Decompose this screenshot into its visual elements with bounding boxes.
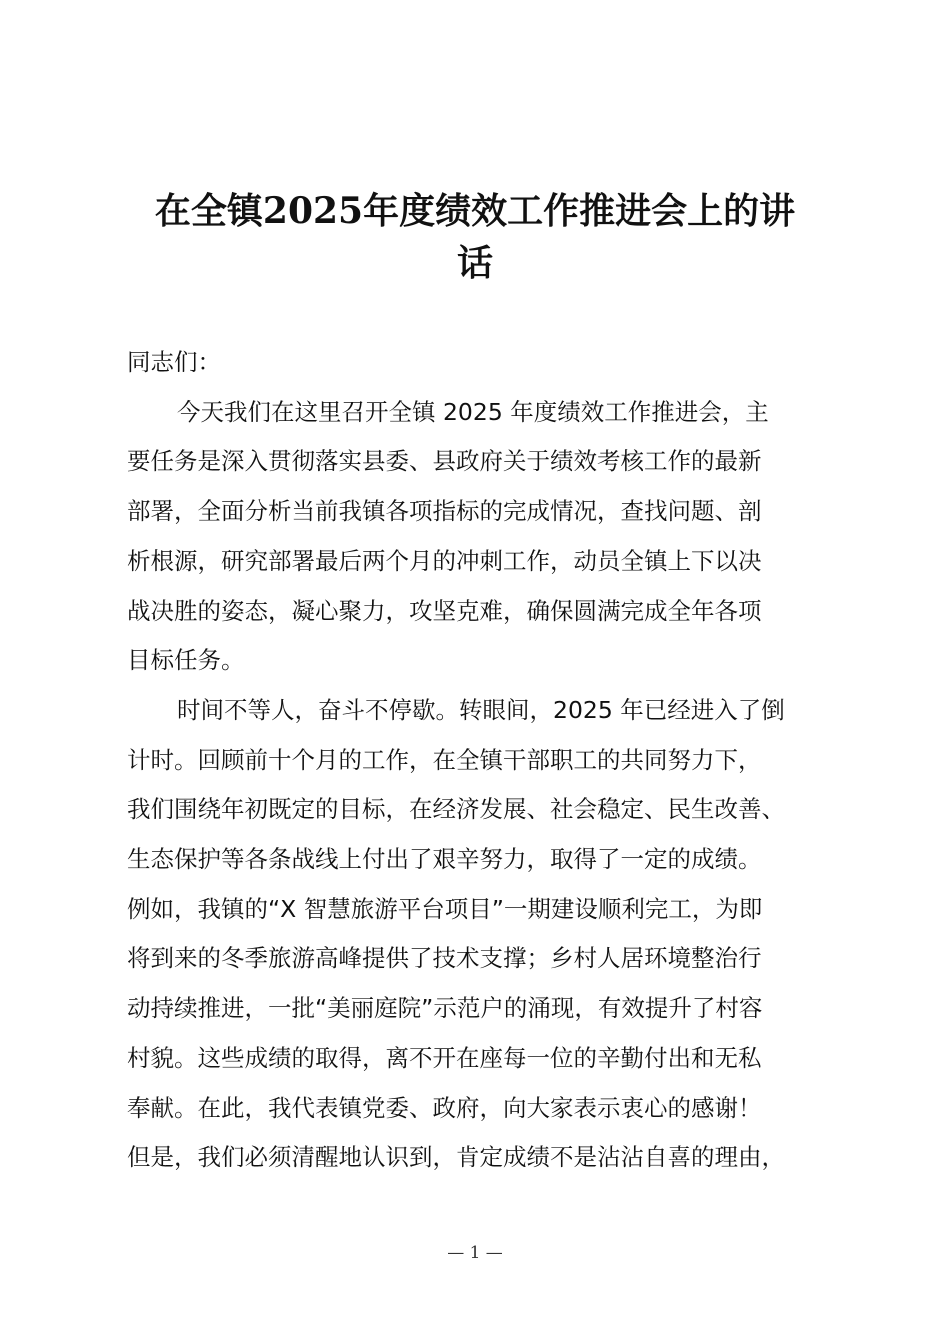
paragraph-2-line-1: 时间不等人，奋斗不停歇。转眼间，2025 年已经进入了倒 [177,695,785,724]
document-title [120,185,830,289]
paragraph-2-line-3: 我们围绕年初既定的目标，在经济发展、社会稳定、民生改善、 [127,795,785,824]
paragraph-1-line-3: 部署，全面分析当前我镇各项指标的完成情况，查找问题、剖 [127,497,762,526]
paragraph-2-line-9: 奉献。在此，我代表镇党委、政府，向大家表示衷心的感谢！ [127,1093,762,1122]
title-line-2: 话 [456,242,493,284]
paragraph-1-line-2: 要任务是深入贯彻落实县委、县政府关于绩效考核工作的最新 [127,447,762,476]
title-line-1: 在全镇2025年度绩效工作推进会上的讲 [154,190,796,232]
paragraph-2-line-8: 村貌。这些成绩的取得，离不开在座每一位的辛勤付出和无私 [127,1043,762,1072]
paragraph-2-line-10: 但是，我们必须清醒地认识到，肯定成绩不是沾沾自喜的理由， [127,1143,785,1172]
paragraph-2-line-4: 生态保护等各条战线上付出了艰辛努力，取得了一定的成绩。 [127,845,762,874]
page-number: — 1 — [447,1243,503,1263]
document-body [127,338,847,1183]
paragraph-1-line-6: 目标任务。 [127,646,245,675]
paragraph-2-line-6: 将到来的冬季旅游高峰提供了技术支撑；乡村人居环境整治行 [127,944,762,973]
paragraph-1-line-4: 析根源，研究部署最后两个月的冲刺工作，动员全镇上下以决 [127,546,762,575]
paragraph-2-line-7: 动持续推进，一批“美丽庭院”示范户的涌现，有效提升了村容 [127,994,763,1023]
paragraph-2-line-2: 计时。回顾前十个月的工作，在全镇干部职工的共同努力下， [127,745,762,774]
paragraph-1-line-1: 今天我们在这里召开全镇 2025 年度绩效工作推进会，主 [177,397,769,426]
paragraph-2-line-5: 例如，我镇的“X 智慧旅游平台项目”一期建设顺利完工，为即 [127,894,763,923]
paragraph-1-line-5: 战决胜的姿态，凝心聚力，攻坚克难，确保圆满完成全年各项 [127,596,762,625]
salutation: 同志们： [127,348,221,376]
